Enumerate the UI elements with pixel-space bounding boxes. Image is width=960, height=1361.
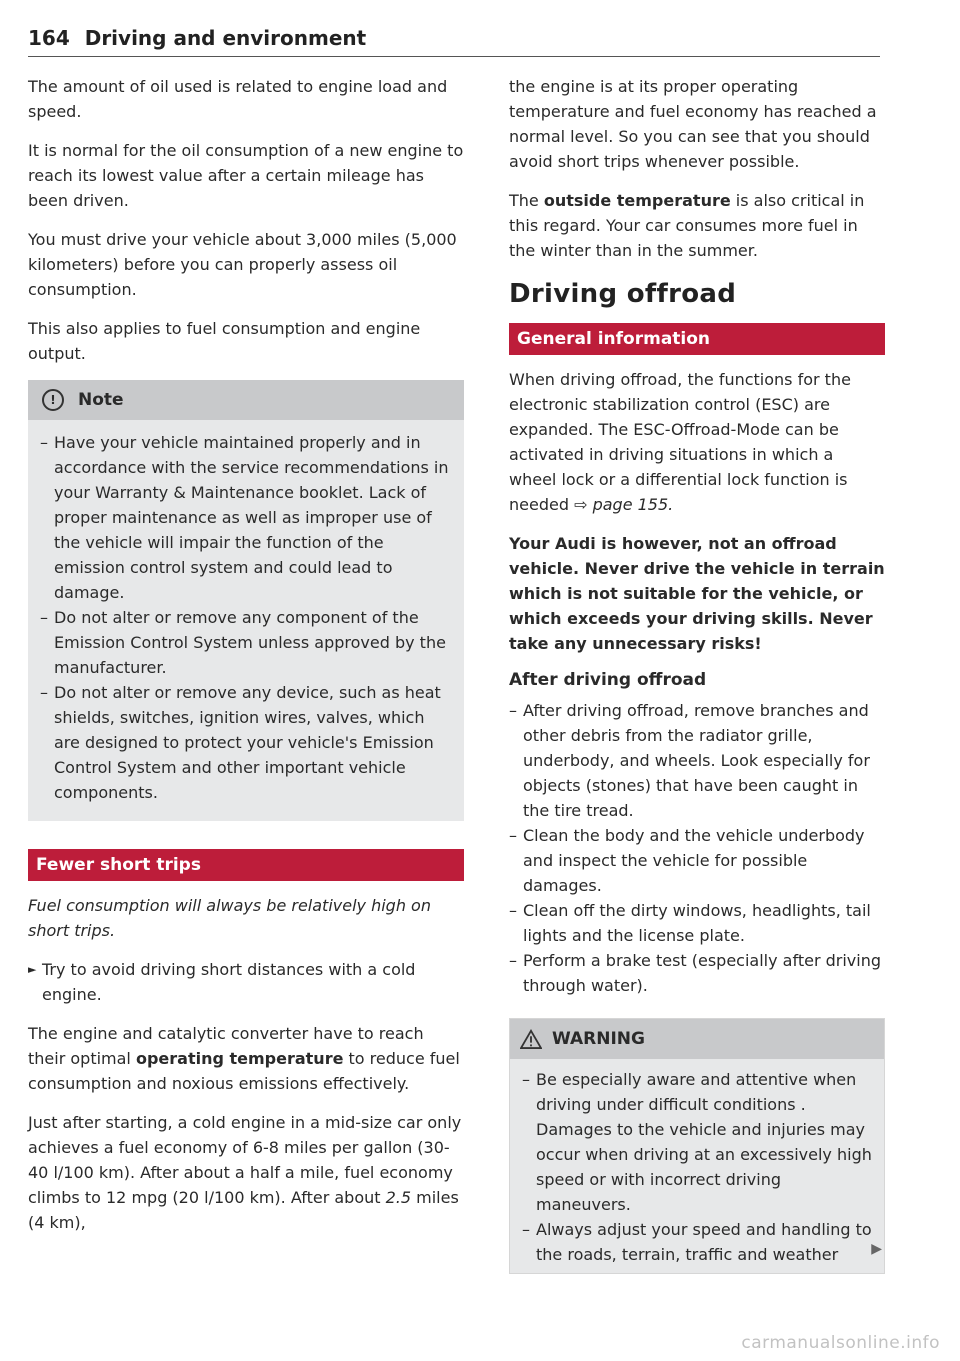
bold-run: outside temperature [543,191,731,210]
paragraph: The amount of oil used is related to engine load and speed. [28,77,448,121]
step-text: Try to avoid driving short distances with a cold engine. [42,960,416,1004]
text-run: miles (4 km), [28,1188,459,1232]
text-run: The [509,191,544,210]
paragraph [509,367,885,517]
paragraph [509,188,885,263]
text-run: When driving offroad, the functions for the electronic stabilization control (ESC) are expanded. The ESC-Offroad-Mode can be activated in driving situations in which a wheel lock or a differential lock function is needed [509,370,851,514]
section-heading-fewer-short-trips: Fewer short trips [28,849,464,881]
warning-triangle-icon [520,1029,542,1049]
intro-text: Fuel consumption will always be relatively high on short trips. [28,896,431,940]
after-offroad-list [509,698,885,998]
watermark: carmanualsonline.info [741,1333,940,1353]
note-box [28,380,464,821]
paragraph: It is normal for the oil consumption of a new engine to reach its lowest value after a certain mileage has been driven. [28,141,464,210]
continue-arrow-icon: ▶ [871,1241,882,1257]
page-number: 164 [28,26,70,50]
list-item: – Do not alter or remove any device, such as heat shields, switches, ignition wires, valves, which are designed to protect your vehicle's Emission Control System and other important vehicle components. [40,680,450,805]
warning-header [510,1019,884,1059]
paragraph: You must drive your vehicle about 3,000 miles (5,000 kilometers) before you can properly assess oil consumption. [28,230,457,299]
left-column [28,74,464,1249]
paragraph: the engine is at its proper operating temperature and fuel economy has reached a normal level. So you can see that you should avoid short trips whenever possible. [509,77,877,171]
section-title: Driving and environment [84,26,367,50]
list-item: – Be especially aware and attentive when driving under difficult conditions . Damages to the vehicle and injuries may occur when driving at an excessively high speed or with incorrect driving maneuvers. [522,1067,872,1217]
warning-title: WARNING [552,1029,645,1049]
text-run: Just after starting, a cold engine in a mid-size car only achieves a fuel economy of 6-8 miles per gallon (30-40 l/100 km). After about a half a mile, fuel economy climbs to 12 mpg (20 l/100 km). After about [28,1113,462,1207]
bold-paragraph: Your Audi is however, not an offroad vehicle. Never drive the vehicle in terrain which is not suitable for the vehicle, or which exceeds your driving skills. Never take any unnecessary risks! [509,534,885,653]
text-run: is also critical in this regard. Your car consumes more fuel in the winter than in the summer. [509,191,865,260]
list-item: – After driving offroad, remove branches and other debris from the radiator grille, underbody, and wheels. Look especially for objects (stones) that have been caught in the tire tread. [509,698,885,823]
list-item: – Have your vehicle maintained properly and in accordance with the service recommendations in your Warranty & Maintenance booklet. Lack of proper maintenance as well as improper use of the vehicle will impair the function of the emission control system and could lead to damage. [40,430,450,605]
text-run: The engine and catalytic converter have to reach their optimal [28,1024,424,1068]
triangle-right-icon: ► [28,963,37,976]
bold-run: operating temperature [135,1049,344,1068]
note-list [40,430,450,805]
page-header [28,26,880,57]
list-item: – Always adjust your speed and handling to the roads, terrain, traffic and weather [522,1217,872,1267]
paragraph [28,1021,464,1096]
list-item: – Clean the body and the vehicle underbody and inspect the vehicle for possible damages. [509,823,885,898]
exclamation-circle-icon: ! [42,389,64,411]
list-item: – Do not alter or remove any component of the Emission Control System unless approved by the manufacturer. [40,605,450,680]
paragraph: This also applies to fuel consumption and engine output. [28,319,421,363]
note-title: Note [78,390,124,410]
chapter-heading: Driving offroad [509,279,737,309]
instruction-step [28,957,464,1007]
section-heading-general-information: General information [509,323,885,355]
text-run: to reduce fuel consumption and noxious emissions effectively. [28,1049,460,1093]
right-column [509,74,885,1274]
note-header [28,380,464,420]
warning-box [509,1018,885,1274]
warning-list [522,1067,872,1267]
italic-run: 2.5 [385,1188,412,1207]
list-item: – Clean off the dirty windows, headlights, tail lights and the license plate. [509,898,885,948]
page-reference-link[interactable]: ⇨ page 155. [574,495,674,514]
paragraph [28,1110,464,1235]
subheading: After driving offroad [509,670,707,690]
list-item: – Perform a brake test (especially after driving through water). [509,948,885,998]
